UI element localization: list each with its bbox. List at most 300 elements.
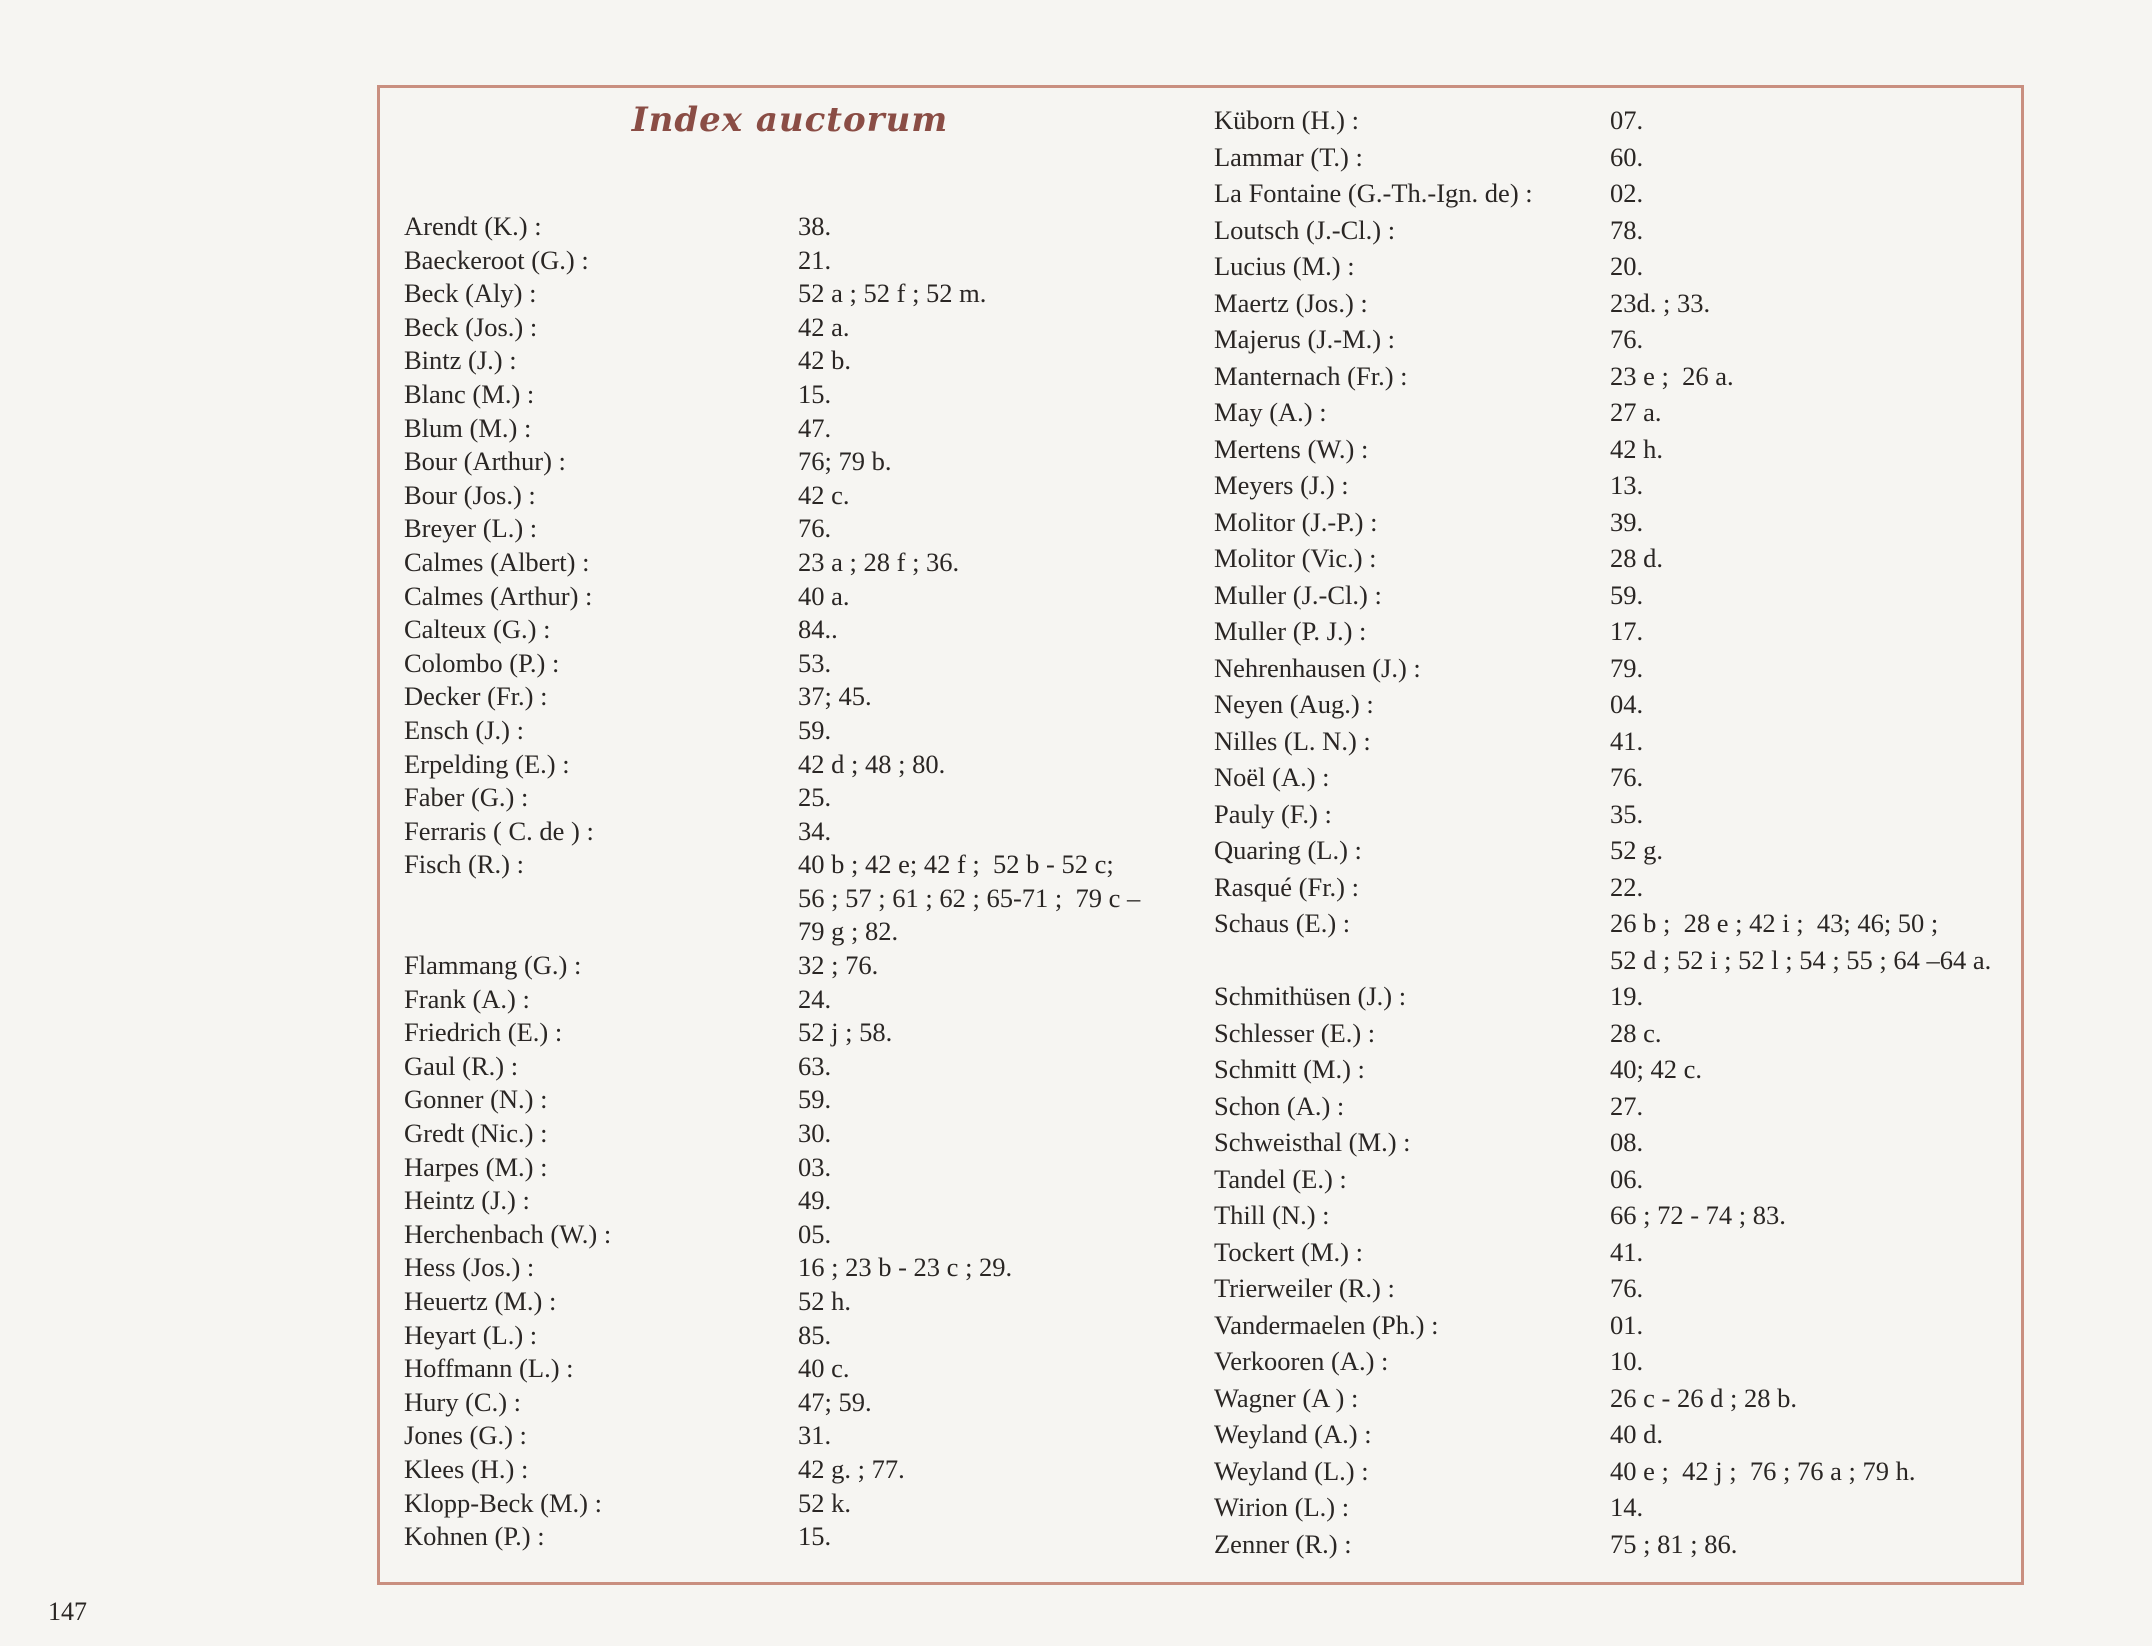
reference-line: 52 j ; 58. <box>798 1017 893 1048</box>
index-entry <box>404 815 832 849</box>
reference-line: 79 g ; 82. <box>798 916 899 947</box>
index-entry <box>404 1151 832 1185</box>
reference-line: 76. <box>1610 1273 1644 1303</box>
reference-line: 30. <box>798 1118 832 1149</box>
page-references <box>798 1016 892 1050</box>
author-name: Maertz (Jos.) : <box>1214 287 1368 318</box>
author-name: Tandel (E.) : <box>1214 1163 1347 1194</box>
reference-line: 05. <box>798 1218 832 1249</box>
reference-line: 85. <box>798 1319 832 1350</box>
reference-line: 59. <box>1610 579 1644 610</box>
author-name: Küborn (H.) : <box>1214 105 1359 135</box>
author-name: Trierweiler (R.) : <box>1214 1273 1395 1303</box>
reference-line: 34. <box>798 815 832 846</box>
page-references <box>798 613 838 647</box>
author-name: Flammang (G.) : <box>404 950 582 981</box>
author-name: Klopp-Beck (M.) : <box>404 1487 602 1518</box>
reference-line: 40 e ; 42 j ; 76 ; 76 a ; 79 h. <box>1610 1455 1916 1486</box>
page-references <box>1610 723 1643 760</box>
author-name: Noël (A.) : <box>1214 762 1330 792</box>
index-entry <box>1214 1307 1644 1344</box>
author-name: Herchenbach (W.) : <box>404 1218 612 1249</box>
page-references <box>798 1520 831 1554</box>
reference-line: 13. <box>1610 470 1644 500</box>
author-name: Bintz (J.) : <box>404 345 517 376</box>
reference-line: 20. <box>1610 251 1644 281</box>
page-references <box>798 1352 850 1386</box>
reference-line: 42 a. <box>798 311 850 342</box>
index-entry <box>1214 248 1644 285</box>
author-name: Weyland (A.) : <box>1214 1419 1372 1449</box>
reference-line: 76; 79 b. <box>798 446 892 477</box>
index-entry <box>1214 1015 1662 1052</box>
author-name: Harpes (M.) : <box>404 1151 548 1182</box>
reference-line: 24. <box>798 983 832 1014</box>
reference-line: 26 c - 26 d ; 28 b. <box>1610 1382 1797 1413</box>
page-references <box>798 512 831 546</box>
page-references <box>1610 1453 1915 1490</box>
author-name: Ensch (J.) : <box>404 714 524 745</box>
author-name: Colombo (P.) : <box>404 647 560 678</box>
reference-line: 52 k. <box>798 1487 851 1518</box>
page-references <box>798 378 831 412</box>
author-name: La Fontaine (G.-Th.-Ign. de) : <box>1214 178 1533 208</box>
reference-line: 59. <box>798 714 832 745</box>
author-name: Calmes (Albert) : <box>404 546 590 577</box>
index-entry <box>404 983 832 1017</box>
reference-line: 40 d. <box>1610 1419 1663 1449</box>
reference-line: 42 g. ; 77. <box>798 1453 905 1484</box>
index-entry <box>404 580 850 614</box>
page-references <box>798 244 831 278</box>
index-column-right <box>1214 102 1992 1562</box>
reference-line: 07. <box>1610 105 1644 135</box>
index-entry <box>1214 1088 1644 1125</box>
index-entry <box>404 1352 850 1386</box>
author-name: Meyers (J.) : <box>1214 470 1349 500</box>
page-references <box>798 580 850 614</box>
page-references <box>1610 1526 1737 1563</box>
author-name: Wirion (L.) : <box>1214 1492 1350 1522</box>
index-entry <box>1214 1234 1644 1271</box>
page-references <box>1610 1307 1643 1344</box>
reference-line: 40 c. <box>798 1353 850 1384</box>
page-references <box>798 277 986 311</box>
page-references <box>1610 1088 1643 1125</box>
author-name: Gredt (Nic.) : <box>404 1118 548 1149</box>
author-name: Rasqué (Fr.) : <box>1214 871 1359 902</box>
reference-line: 26 b ; 28 e ; 42 i ; 43; 46; 50 ; <box>1610 908 1939 938</box>
index-entry <box>1214 869 1644 906</box>
page-references <box>798 1117 831 1151</box>
reference-line: 27. <box>1610 1090 1644 1121</box>
author-name: Schmitt (M.) : <box>1214 1054 1365 1084</box>
author-name: Beck (Aly) : <box>404 278 537 309</box>
reference-line: 52 h. <box>798 1286 851 1317</box>
author-name: Nehrenhausen (J.) : <box>1214 652 1421 683</box>
index-entry <box>1214 1051 1702 1088</box>
author-name: Schweisthal (M.) : <box>1214 1127 1411 1157</box>
index-entry <box>1214 139 1644 176</box>
page-references <box>1610 796 1643 833</box>
page-references <box>1610 650 1643 687</box>
reference-line: 49. <box>798 1185 832 1216</box>
author-name: Manternach (Fr.) : <box>1214 360 1408 391</box>
author-name: Schon (A.) : <box>1214 1090 1345 1121</box>
page-references <box>798 1050 831 1084</box>
author-name: Muller (P. J.) : <box>1214 616 1367 646</box>
page-references <box>1610 431 1663 468</box>
page-references <box>1610 577 1643 614</box>
index-entry <box>1214 905 1992 978</box>
page-references <box>1610 832 1663 869</box>
author-name: Hury (C.) : <box>404 1386 522 1417</box>
index-entry <box>1214 431 1663 468</box>
author-name: Gaul (R.) : <box>404 1050 519 1081</box>
author-name: Wagner (A ) : <box>1214 1382 1359 1413</box>
reference-line: 19. <box>1610 981 1644 1011</box>
reference-line: 01. <box>1610 1309 1644 1340</box>
index-entry <box>404 1319 832 1353</box>
page-references <box>798 848 1140 949</box>
page-references <box>1610 321 1643 358</box>
index-entry <box>404 277 987 311</box>
author-name: Frank (A.) : <box>404 983 530 1014</box>
page-references <box>798 311 850 345</box>
index-frame <box>377 85 2024 1585</box>
reference-line: 59. <box>798 1084 832 1115</box>
page-references <box>798 1386 872 1420</box>
reference-line: 15. <box>798 378 832 409</box>
author-name: Breyer (L.) : <box>404 513 538 544</box>
reference-line: 31. <box>798 1420 832 1451</box>
author-name: Beck (Jos.) : <box>404 311 538 342</box>
page-references <box>798 1083 831 1117</box>
author-name: Lammar (T.) : <box>1214 141 1363 172</box>
page-references <box>1610 1489 1643 1526</box>
index-entry <box>1214 1526 1738 1563</box>
index-entry <box>404 949 879 983</box>
reference-line: 23 a ; 28 f ; 36. <box>798 546 960 577</box>
index-entry <box>1214 613 1644 650</box>
page-references <box>1610 1416 1663 1453</box>
author-name: Majerus (J.-M.) : <box>1214 324 1396 354</box>
reference-line: 06. <box>1610 1163 1644 1194</box>
reference-line: 21. <box>798 244 832 275</box>
index-entry <box>404 1520 832 1554</box>
reference-line: 42 c. <box>798 479 850 510</box>
reference-line: 84.. <box>798 614 838 645</box>
reference-line: 16 ; 23 b - 23 c ; 29. <box>798 1252 1013 1283</box>
reference-line: 14. <box>1610 1492 1644 1522</box>
reference-line: 47. <box>798 412 832 443</box>
page-references <box>1610 248 1643 285</box>
index-entry <box>1214 175 1644 212</box>
reference-line: 66 ; 72 - 74 ; 83. <box>1610 1200 1786 1230</box>
page-references <box>798 714 831 748</box>
author-name: Arendt (K.) : <box>404 211 542 241</box>
author-name: Calmes (Arthur) : <box>404 580 593 611</box>
index-entry <box>404 479 850 513</box>
index-entry <box>1214 102 1644 139</box>
reference-line: 37; 45. <box>798 681 872 712</box>
reference-line: 52 d ; 52 i ; 52 l ; 54 ; 55 ; 64 –64 a. <box>1610 944 1992 975</box>
page-references <box>1610 1051 1702 1088</box>
reference-line: 23 e ; 26 a. <box>1610 360 1734 391</box>
author-name: Klees (H.) : <box>404 1453 529 1484</box>
page-references <box>1610 467 1643 504</box>
index-entry <box>404 445 892 479</box>
index-entry <box>1214 540 1663 577</box>
index-entry <box>404 378 832 412</box>
page-references <box>798 210 831 244</box>
reference-line: 76. <box>1610 324 1644 354</box>
page-references <box>1610 1197 1786 1234</box>
reference-line: 23d. ; 33. <box>1610 287 1711 318</box>
index-entry <box>1214 978 1644 1015</box>
index-entry <box>404 1453 905 1487</box>
author-name: Jones (G.) : <box>404 1420 527 1451</box>
reference-line: 40; 42 c. <box>1610 1054 1702 1084</box>
author-name: Schmithüsen (J.) : <box>1214 981 1407 1011</box>
index-entry <box>404 1285 851 1319</box>
index-entry <box>404 1218 832 1252</box>
page-number: 147 <box>48 1597 87 1626</box>
reference-line: 02. <box>1610 178 1644 208</box>
author-name: Fisch (R.) : <box>404 849 524 880</box>
reference-line: 52 g. <box>1610 835 1663 865</box>
index-entry <box>404 1419 832 1453</box>
page-references <box>1610 759 1643 796</box>
page-references <box>1610 175 1643 212</box>
reference-line: 41. <box>1610 725 1644 756</box>
author-name: Heyart (L.) : <box>404 1319 538 1350</box>
author-name: Heintz (J.) : <box>404 1185 530 1216</box>
index-entry <box>404 748 946 782</box>
index-entry <box>1214 832 1663 869</box>
reference-line: 47; 59. <box>798 1386 872 1417</box>
page-references <box>798 344 851 378</box>
page-references <box>798 445 892 479</box>
index-entry <box>404 1251 1013 1285</box>
author-name: Blanc (M.) : <box>404 378 535 409</box>
index-entry <box>404 848 1141 949</box>
page-references <box>1610 905 1991 978</box>
author-name: Tockert (M.) : <box>1214 1236 1363 1267</box>
page-references <box>1610 613 1643 650</box>
index-entry <box>404 781 832 815</box>
author-name: Verkooren (A.) : <box>1214 1346 1389 1376</box>
index-entry <box>404 512 832 546</box>
page-references <box>798 815 831 849</box>
reference-line: 04. <box>1610 689 1644 719</box>
author-name: Thill (N.) : <box>1214 1200 1330 1230</box>
index-entry <box>404 680 872 714</box>
reference-line: 32 ; 76. <box>798 950 879 981</box>
reference-line: 78. <box>1610 214 1644 245</box>
page-references <box>798 412 831 446</box>
page-references <box>1610 102 1643 139</box>
author-name: Bour (Arthur) : <box>404 446 566 477</box>
index-entry <box>404 311 850 345</box>
page-references <box>1610 285 1710 322</box>
author-name: Schaus (E.) : <box>1214 908 1351 938</box>
index-entry <box>404 412 832 446</box>
reference-line: 17. <box>1610 616 1644 646</box>
reference-line: 53. <box>798 647 832 678</box>
page-references <box>798 781 831 815</box>
index-entry <box>1214 577 1644 614</box>
reference-line: 52 a ; 52 f ; 52 m. <box>798 278 987 309</box>
author-name: Neyen (Aug.) : <box>1214 689 1374 719</box>
reference-line: 40 b ; 42 e; 42 f ; 52 b - 52 c; <box>798 849 1114 880</box>
page-references <box>798 1419 831 1453</box>
page-references <box>798 1184 831 1218</box>
page-references <box>798 1319 831 1353</box>
page-references <box>798 1487 851 1521</box>
page-references <box>1610 358 1734 395</box>
author-name: Blum (M.) : <box>404 412 532 443</box>
author-name: Baeckeroot (G.) : <box>404 244 589 275</box>
author-name: Decker (Fr.) : <box>404 681 548 712</box>
index-entry <box>404 546 960 580</box>
index-entry <box>404 244 832 278</box>
reference-line: 42 b. <box>798 345 851 376</box>
page-references <box>798 1251 1012 1285</box>
index-entry <box>1214 467 1644 504</box>
index-entry <box>404 714 832 748</box>
author-name: Hoffmann (L.) : <box>404 1353 574 1384</box>
page-references <box>798 1151 831 1185</box>
index-entry <box>404 1050 832 1084</box>
page-references <box>1610 212 1643 249</box>
reference-line: 03. <box>798 1151 832 1182</box>
reference-line: 25. <box>798 782 832 813</box>
author-name: Gonner (N.) : <box>404 1084 548 1115</box>
page-references <box>798 546 959 580</box>
index-entry <box>1214 686 1644 723</box>
reference-line: 75 ; 81 ; 86. <box>1610 1528 1738 1559</box>
reference-line: 76. <box>798 513 832 544</box>
author-name: Weyland (L.) : <box>1214 1455 1369 1486</box>
reference-line: 41. <box>1610 1236 1644 1267</box>
author-name: Calteux (G.) : <box>404 614 551 645</box>
index-title: Index auctorum <box>631 100 949 140</box>
index-entry <box>1214 1270 1644 1307</box>
page-references <box>798 479 850 513</box>
author-name: Muller (J.-Cl.) : <box>1214 579 1382 610</box>
index-entry <box>1214 1489 1644 1526</box>
index-entry <box>1214 1453 1916 1490</box>
page-references <box>798 1453 905 1487</box>
page-references <box>1610 1015 1662 1052</box>
index-entry <box>404 1117 832 1151</box>
author-name: Zenner (R.) : <box>1214 1528 1352 1559</box>
author-name: Vandermaelen (Ph.) : <box>1214 1309 1439 1340</box>
author-name: May (A.) : <box>1214 397 1327 427</box>
author-name: Molitor (J.-P.) : <box>1214 506 1378 537</box>
author-name: Faber (G.) : <box>404 782 529 813</box>
reference-line: 28 c. <box>1610 1017 1662 1048</box>
index-entry <box>1214 321 1644 358</box>
page-references <box>1610 139 1643 176</box>
page-references <box>798 647 831 681</box>
page-references <box>798 1218 831 1252</box>
page-references <box>1610 540 1663 577</box>
author-name: Bour (Jos.) : <box>404 479 536 510</box>
index-entry <box>1214 1416 1663 1453</box>
reference-line: 56 ; 57 ; 61 ; 62 ; 65-71 ; 79 c – <box>798 882 1141 913</box>
index-entry <box>404 210 832 244</box>
reference-line: 39. <box>1610 506 1644 537</box>
author-name: Hess (Jos.) : <box>404 1252 535 1283</box>
reference-line: 42 h. <box>1610 433 1663 464</box>
index-entry <box>1214 650 1644 687</box>
page-references <box>1610 1161 1643 1198</box>
page-references <box>1610 394 1662 431</box>
author-name: Friedrich (E.) : <box>404 1017 563 1048</box>
reference-line: 35. <box>1610 798 1644 829</box>
index-entry <box>404 1016 893 1050</box>
reference-line: 76. <box>1610 762 1644 792</box>
author-name: Heuertz (M.) : <box>404 1286 557 1317</box>
index-entry <box>404 613 838 647</box>
reference-line: 63. <box>798 1050 832 1081</box>
page-references <box>1610 1234 1643 1271</box>
page-references <box>798 949 878 983</box>
page-references <box>1610 1380 1797 1417</box>
index-entry <box>404 1487 851 1521</box>
reference-line: 28 d. <box>1610 543 1663 573</box>
index-entry <box>1214 1343 1644 1380</box>
page-references <box>1610 504 1643 541</box>
reference-line: 42 d ; 48 ; 80. <box>798 748 946 779</box>
index-entry <box>1214 358 1734 395</box>
reference-line: 79. <box>1610 652 1644 683</box>
index-entry <box>1214 1161 1644 1198</box>
index-entry <box>1214 759 1644 796</box>
index-entry <box>1214 212 1644 249</box>
page-references <box>798 983 831 1017</box>
index-entry <box>404 344 851 378</box>
page-references <box>1610 1343 1643 1380</box>
page-references <box>1610 1270 1643 1307</box>
index-column-left <box>404 210 1141 1554</box>
index-entry <box>1214 394 1662 431</box>
index-entry <box>404 1386 872 1420</box>
reference-line: 15. <box>798 1521 832 1552</box>
author-name: Ferraris ( C. de ) : <box>404 815 594 846</box>
page-references <box>798 680 872 714</box>
author-name: Lucius (M.) : <box>1214 251 1355 281</box>
page-references <box>1610 869 1643 906</box>
author-name: Erpelding (E.) : <box>404 748 570 779</box>
page-references <box>798 1285 851 1319</box>
index-entry <box>1214 504 1644 541</box>
reference-line: 38. <box>798 211 832 241</box>
index-entry <box>404 647 832 681</box>
page-references <box>1610 1124 1643 1161</box>
index-entry <box>1214 1197 1786 1234</box>
reference-line: 10. <box>1610 1346 1644 1376</box>
page-references <box>1610 686 1643 723</box>
index-entry <box>404 1083 832 1117</box>
reference-line: 08. <box>1610 1127 1644 1157</box>
index-entry <box>1214 1380 1797 1417</box>
author-name: Kohnen (P.) : <box>404 1521 545 1552</box>
reference-line: 22. <box>1610 871 1644 902</box>
author-name: Loutsch (J.-Cl.) : <box>1214 214 1396 245</box>
